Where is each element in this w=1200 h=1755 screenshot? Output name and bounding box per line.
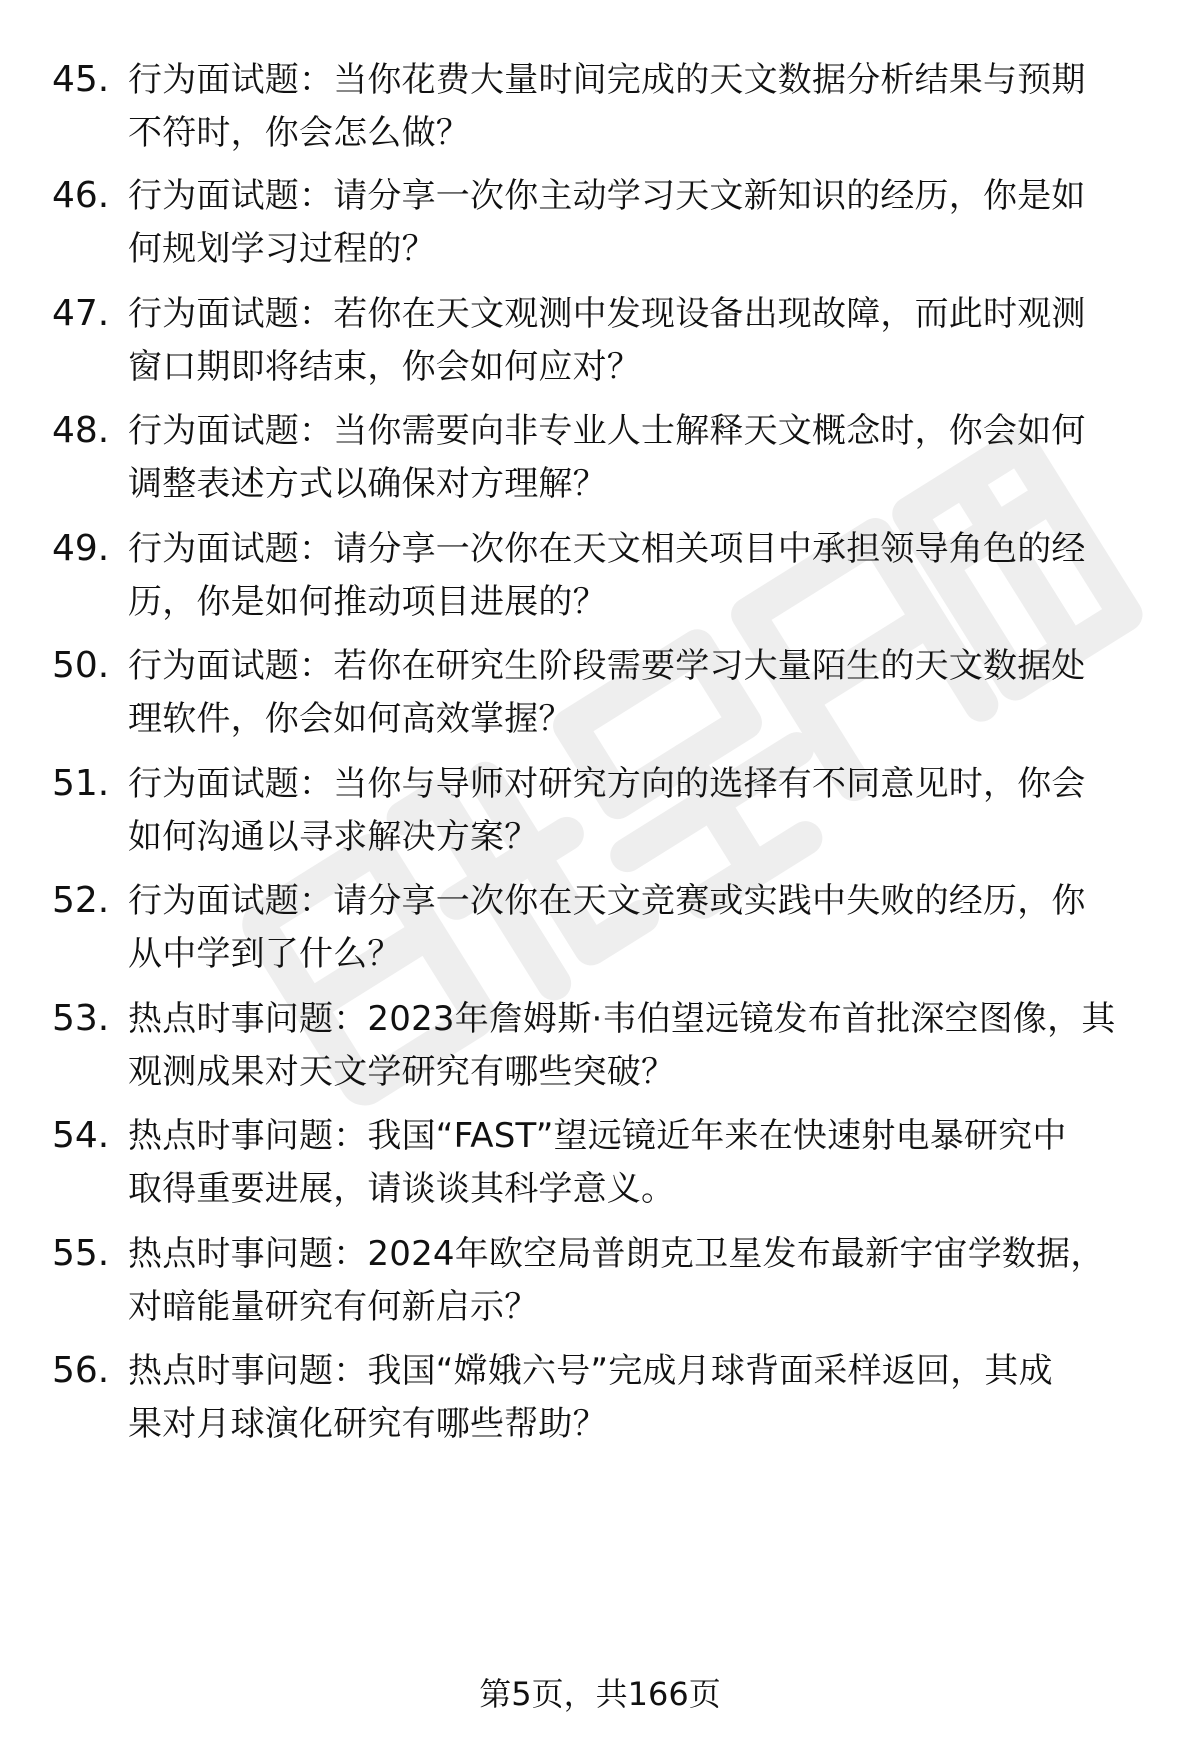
question-number: 50. — [52, 645, 110, 686]
question-number: 47. — [52, 293, 110, 334]
question-text-line1: 行为面试题：请分享一次你在天文竞赛或实践中失败的经历，你 — [128, 881, 1086, 921]
question-number: 46. — [52, 175, 110, 216]
list-item — [0, 877, 1200, 987]
question-text-line1: 行为面试题：当你花费大量时间完成的天文数据分析结果与预期 — [128, 60, 1086, 100]
question-text-line2: 对暗能量研究有何新启示？ — [128, 1287, 539, 1327]
question-number: 55. — [52, 1233, 110, 1274]
question-text-line2: 理软件，你会如何高效掌握？ — [128, 699, 573, 739]
list-item — [0, 760, 1200, 870]
question-number: 56. — [52, 1350, 110, 1391]
question-number: 52. — [52, 880, 110, 921]
list-item — [0, 1112, 1200, 1222]
question-text-line2: 历，你是如何推动项目进展的？ — [128, 582, 607, 622]
question-number: 54. — [52, 1115, 110, 1156]
question-text-line1: 行为面试题：当你需要向非专业人士解释天文概念时，你会如何 — [128, 411, 1086, 451]
question-number: 49. — [52, 528, 110, 569]
question-text-line1: 热点时事问题：我国“FAST”望远镜近年来在快速射电暴研究中 — [128, 1116, 1067, 1156]
question-text-line1: 行为面试题：请分享一次你主动学习天文新知识的经历，你是如 — [128, 176, 1086, 216]
question-text-line2: 取得重要进展，请谈谈其科学意义。 — [128, 1169, 676, 1209]
list-item — [0, 407, 1200, 517]
list-item — [0, 525, 1200, 635]
question-text-line2: 果对月球演化研究有哪些帮助？ — [128, 1404, 607, 1444]
question-text-line2: 调整表述方式以确保对方理解？ — [128, 464, 607, 504]
list-item — [0, 642, 1200, 752]
question-text-line1: 热点时事问题：2023年詹姆斯·韦伯望远镜发布首批深空图像，其 — [128, 999, 1116, 1039]
list-item — [0, 1230, 1200, 1340]
question-text-line1: 行为面试题：当你与导师对研究方向的选择有不同意见时，你会 — [128, 764, 1086, 804]
question-text-line1: 行为面试题：请分享一次你在天文相关项目中承担领导角色的经 — [128, 529, 1086, 569]
question-text-line2: 如何沟通以寻求解决方案？ — [128, 817, 539, 857]
list-item — [0, 172, 1200, 282]
question-number: 45. — [52, 59, 110, 100]
question-text-line2: 观测成果对天文学研究有哪些突破？ — [128, 1052, 676, 1092]
list-item — [0, 290, 1200, 400]
list-item — [0, 56, 1200, 166]
question-number: 48. — [52, 410, 110, 451]
question-text-line1: 热点时事问题：我国“嫦娥六号”完成月球背面采样返回，其成 — [128, 1351, 1053, 1391]
question-text-line2: 何规划学习过程的？ — [128, 229, 436, 269]
question-number: 53. — [52, 998, 110, 1039]
question-number: 51. — [52, 763, 110, 804]
question-text-line1: 热点时事问题：2024年欧空局普朗克卫星发布最新宇宙学数据， — [128, 1234, 1105, 1274]
list-item — [0, 1347, 1200, 1457]
question-text-line1: 行为面试题：若你在天文观测中发现设备出现故障，而此时观测 — [128, 294, 1086, 334]
page-number: 第5页，共166页 — [479, 1675, 721, 1713]
question-text-line2: 不符时，你会怎么做？ — [128, 113, 470, 153]
question-text-line2: 窗口期即将结束，你会如何应对？ — [128, 347, 641, 387]
list-item — [0, 995, 1200, 1105]
question-text-line1: 行为面试题：若你在研究生阶段需要学习大量陌生的天文数据处 — [128, 646, 1086, 686]
question-text-line2: 从中学到了什么？ — [128, 934, 402, 974]
